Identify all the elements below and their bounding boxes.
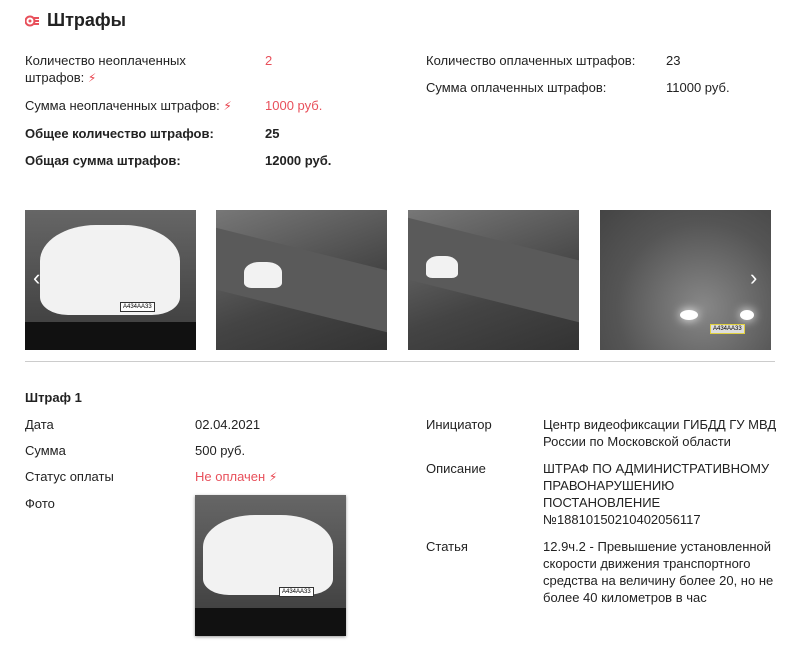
- description-value: ШТРАФ ПО АДМИНИСТРАТИВНОМУ ПРАВОНАРУШЕНИЮ ПОСТАНОВЛЕНИЕ №18810150210402056117: [543, 461, 770, 527]
- gallery-photo-1[interactable]: [25, 210, 196, 350]
- plate-text: А434АА33: [710, 324, 745, 334]
- lightning-icon: ⚡: [223, 99, 232, 113]
- sum-label: Сумма: [25, 443, 66, 458]
- photo-caption: [25, 322, 196, 350]
- next-arrow-icon[interactable]: ›: [750, 265, 758, 290]
- date-label: Дата: [25, 417, 54, 432]
- total-count-value: 25: [265, 126, 280, 141]
- plate-text: А434АА33: [279, 587, 314, 597]
- unpaid-sum-label: Сумма неоплаченных штрафов: ⚡: [25, 98, 232, 113]
- plate-text: А434АА33: [120, 302, 155, 312]
- unpaid-count-value: 2: [265, 53, 273, 68]
- fine-details-right: [426, 416, 793, 606]
- photo-caption: [195, 608, 346, 636]
- description-label: Описание: [426, 461, 486, 476]
- summary-right: [426, 52, 776, 96]
- initiator-value: Центр видеофиксации ГИБДД ГУ МВД России по Московской области: [543, 417, 777, 449]
- fine-photo[interactable]: [195, 495, 346, 636]
- status-value: Не оплачен ⚡: [195, 469, 278, 484]
- page-title: [25, 10, 126, 31]
- divider: [25, 361, 775, 362]
- unpaid-sum-value: 1000 руб.: [265, 98, 323, 113]
- sum-value: 500 руб.: [195, 443, 246, 458]
- total-count-label: Общее количество штрафов:: [25, 126, 214, 141]
- fine-heading: Штраф 1: [25, 390, 82, 405]
- unpaid-count-label: Количество неоплаченных штрафов: ⚡: [25, 53, 186, 85]
- total-sum-value: 12000 руб.: [265, 153, 332, 168]
- title-text: Штрафы: [47, 10, 127, 30]
- fines-icon: [25, 15, 39, 27]
- fine-details-left: [25, 416, 375, 636]
- lightning-icon: ⚡: [268, 470, 278, 484]
- paid-count-label: Количество оплаченных штрафов:: [426, 53, 636, 68]
- paid-sum-label: Сумма оплаченных штрафов:: [426, 80, 607, 95]
- initiator-label: Инициатор: [426, 417, 492, 432]
- article-value: 12.9ч.2 - Превышение установленной скорости движения транспортного средства на величину более 20, но не более 40 километров в час: [543, 539, 774, 605]
- lightning-icon: ⚡: [87, 71, 97, 85]
- date-value: 02.04.2021: [195, 417, 261, 432]
- prev-arrow-icon[interactable]: ‹: [33, 265, 41, 290]
- paid-count-value: 23: [666, 53, 681, 68]
- paid-sum-value: 11000 руб.: [666, 80, 730, 95]
- status-label: Статус оплаты: [25, 469, 114, 484]
- gallery-photo-4[interactable]: [600, 210, 771, 350]
- photo-label: Фото: [25, 496, 55, 511]
- summary-left: [25, 52, 385, 169]
- gallery-photo-3[interactable]: [408, 210, 579, 350]
- article-label: Статья: [426, 539, 468, 554]
- gallery-photo-2[interactable]: [216, 210, 387, 350]
- total-sum-label: Общая сумма штрафов:: [25, 153, 181, 168]
